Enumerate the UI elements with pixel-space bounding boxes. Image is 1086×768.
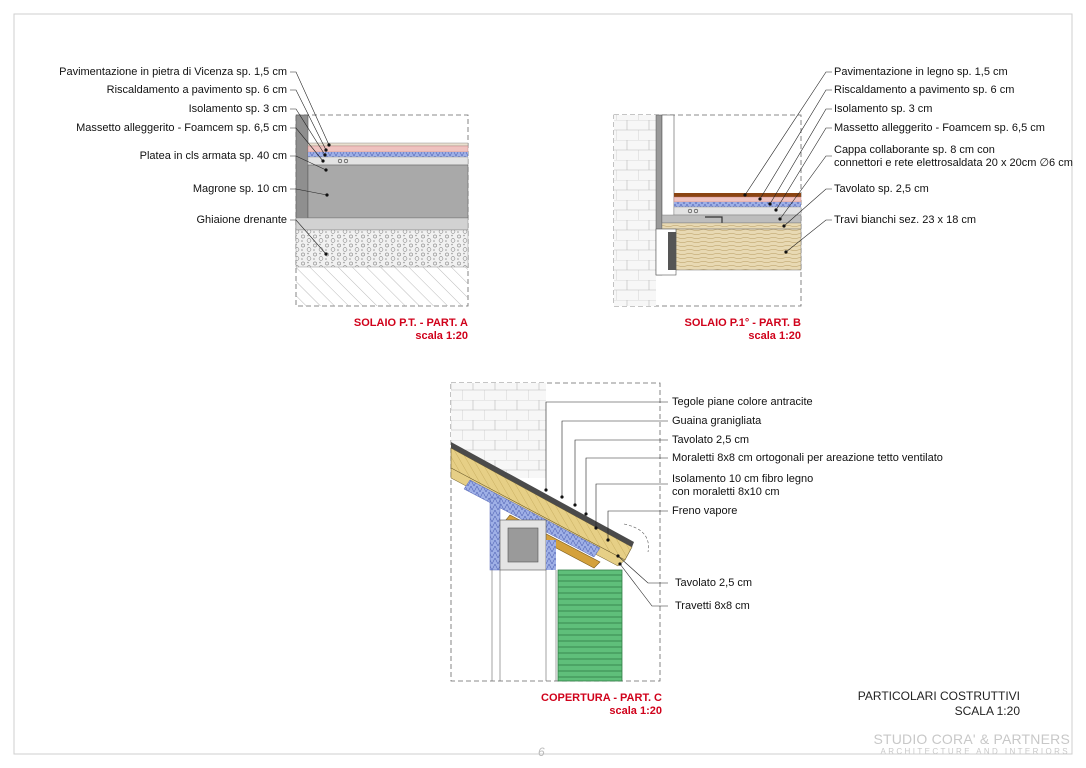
studio-logo xyxy=(873,731,1070,757)
caption-part-c xyxy=(541,692,662,718)
label-c-1: Tegole piane colore antracite xyxy=(672,396,813,408)
caption-part-a-scale: scala 1:20 xyxy=(415,330,468,342)
soil-layer xyxy=(296,267,468,306)
title-block-scale: SCALA 1:20 xyxy=(954,704,1020,718)
label-c-6: con moraletti 8x10 cm xyxy=(672,486,780,498)
label-b-2: Riscaldamento a pavimento sp. 6 cm xyxy=(834,84,1015,96)
caption-part-c-scale: scala 1:20 xyxy=(609,705,662,717)
caption-part-b-scale: scala 1:20 xyxy=(748,330,801,342)
caption-part-a-title: SOLAIO P.T. - PART. A xyxy=(353,317,468,329)
page-number: 6 xyxy=(538,745,545,759)
screed-layer xyxy=(308,157,468,165)
label-b-1: Pavimentazione in legno sp. 1,5 cm xyxy=(834,66,1008,78)
caption-part-a xyxy=(354,317,468,343)
label-b-4: Massetto alleggerito - Foamcem sp. 6,5 cm xyxy=(834,122,1045,134)
label-b-8: Travi bianchi sez. 23 x 18 cm xyxy=(834,214,977,226)
label-c-5: Isolamento 10 cm fibro legno xyxy=(672,473,814,485)
label-a-5: Platea in cls armata sp. 40 cm xyxy=(139,150,287,162)
lean-concrete-layer xyxy=(296,218,468,230)
label-c-7: Freno vapore xyxy=(672,505,738,517)
label-a-7: Ghiaione drenante xyxy=(196,214,287,226)
studio-tagline: ARCHITECTURE AND INTERIORS xyxy=(880,747,1070,756)
label-c-3: Tavolato 2,5 cm xyxy=(672,434,750,446)
label-c-4: Moraletti 8x8 cm ortogonali per areazione tetto ventilato xyxy=(672,452,943,464)
caption-part-b xyxy=(685,317,801,343)
caption-part-c-title: COPERTURA - PART. C xyxy=(541,692,662,704)
caption-part-b-title: SOLAIO P.1° - PART. B xyxy=(684,317,801,329)
slab-layer xyxy=(308,165,468,218)
stone-floor-layer xyxy=(308,143,468,146)
label-b-6: connettori e rete elettrosaldata 20 x 20cm ∅6 cm xyxy=(834,157,1073,169)
detail-part-c xyxy=(451,383,668,681)
title-block xyxy=(858,689,1020,719)
label-b-5: Cappa collaborante sp. 8 cm con xyxy=(834,144,995,156)
green-shutter xyxy=(558,570,622,681)
label-a-2: Riscaldamento a pavimento sp. 6 cm xyxy=(106,84,287,96)
title-block-title: PARTICOLARI COSTRUTTIVI xyxy=(857,689,1020,703)
beam-layer xyxy=(676,229,801,270)
label-b-3: Isolamento sp. 3 cm xyxy=(834,103,933,115)
detail-part-b xyxy=(614,72,832,306)
insulation-layer xyxy=(308,152,468,157)
floor-heating-layer xyxy=(308,146,468,152)
label-b-7: Tavolato sp. 2,5 cm xyxy=(834,183,929,195)
wood-floor-layer xyxy=(674,193,801,197)
label-a-6: Magrone sp. 10 cm xyxy=(192,183,287,195)
label-a-1: Pavimentazione in pietra di Vicenza sp. 1,5 cm xyxy=(59,66,287,78)
label-c-9: Travetti 8x8 cm xyxy=(675,600,750,612)
gravel-layer xyxy=(296,230,468,267)
label-a-3: Isolamento sp. 3 cm xyxy=(188,103,287,115)
label-a-4: Massetto alleggerito - Foamcem sp. 6,5 cm xyxy=(76,122,287,134)
studio-name: STUDIO CORA' & PARTNERS xyxy=(873,731,1070,747)
detail-part-a xyxy=(290,72,468,306)
label-c-2: Guaina granigliata xyxy=(672,415,762,427)
label-c-8: Tavolato 2,5 cm xyxy=(675,577,753,589)
